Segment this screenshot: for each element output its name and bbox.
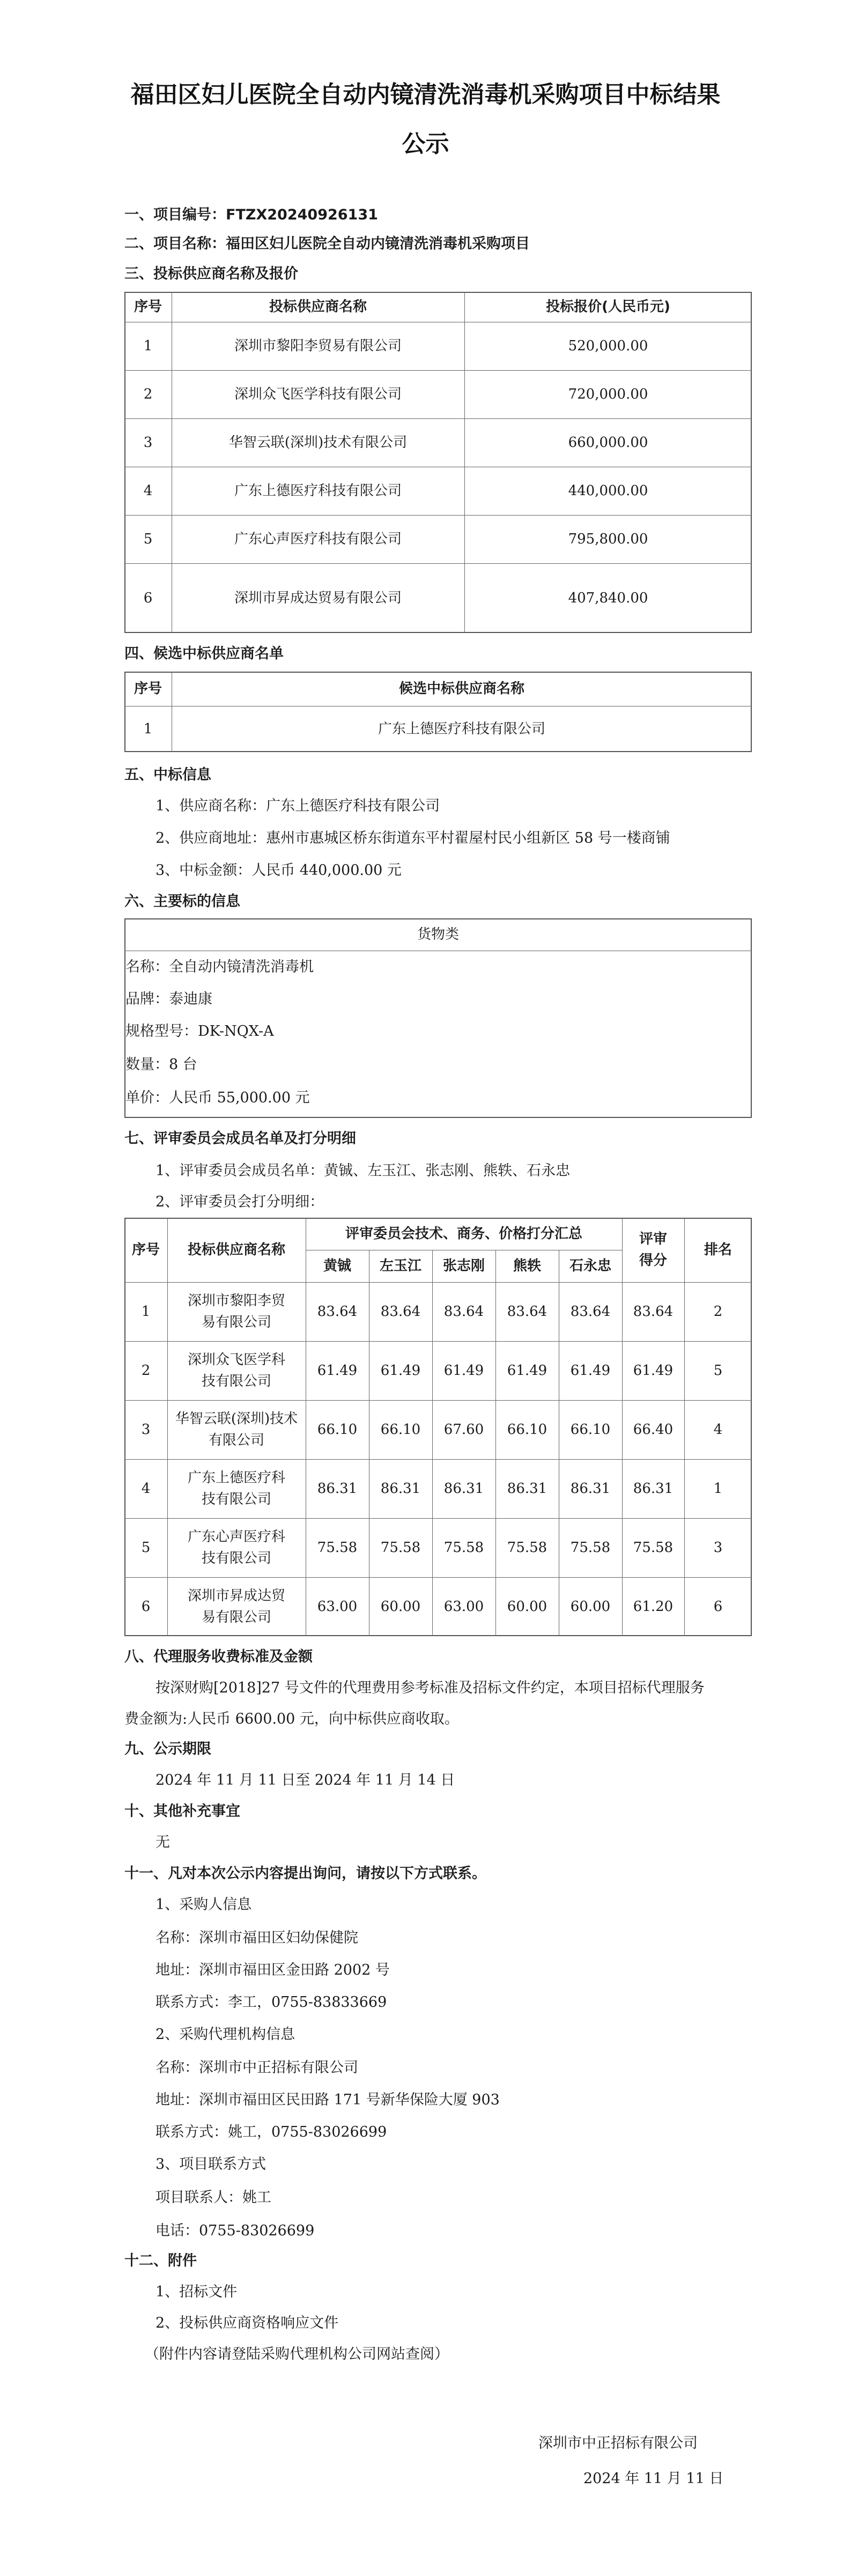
scores-row-no: 1 xyxy=(141,1303,151,1320)
section-other-heading: 十、其他补充事宜 xyxy=(124,1803,240,1820)
scores-row-score: 66.10 xyxy=(507,1421,547,1438)
other-text: 无 xyxy=(156,1834,170,1851)
bids-row-supplier: 广东上德医疗科技有限公司 xyxy=(234,482,402,499)
section-attachments-heading: 十二、附件 xyxy=(124,2253,197,2269)
winner-amount: 3、中标金额：人民币 440,000.00 元 xyxy=(156,862,402,879)
scores-header-rank: 排名 xyxy=(704,1241,732,1258)
goods-model: 规格型号：DK-NQX-A xyxy=(125,1023,274,1040)
bids-row-no: 6 xyxy=(143,590,153,606)
scores-row-total: 61.49 xyxy=(633,1362,674,1379)
bids-header-supplier: 投标供应商名称 xyxy=(269,298,367,315)
scores-row-no: 6 xyxy=(141,1598,151,1615)
candidates-header-name: 候选中标供应商名称 xyxy=(398,680,524,697)
scores-row-score: 83.64 xyxy=(570,1303,611,1320)
bids-row-price: 440,000.00 xyxy=(568,482,648,499)
bids-row-supplier: 深圳市黎阳李贸易有限公司 xyxy=(234,337,402,354)
goods-table-header: 货物类 xyxy=(417,926,459,943)
scores-row-no: 5 xyxy=(141,1539,151,1556)
agency-fee-text-1: 按深财购[2018]27 号文件的代理费用参考标准及招标文件约定，本项目招标代理服务 xyxy=(156,1680,705,1696)
bids-header-price: 投标报价(人民币元) xyxy=(546,298,670,315)
scores-row-score: 86.31 xyxy=(507,1480,547,1497)
page-title: 福田区妇儿医院全自动内镜清洗消毒机采购项目中标结果 xyxy=(130,81,721,108)
scores-row-total: 83.64 xyxy=(633,1303,674,1320)
bids-row-supplier: 华智云联(深圳)技术有限公司 xyxy=(228,434,408,451)
scores-row-supplier: 深圳众飞医学科技有限公司 xyxy=(187,1351,285,1389)
scores-row-score: 61.49 xyxy=(570,1362,611,1379)
winner-address: 2、供应商地址：惠州市惠城区桥东街道东平村翟屋村民小组新区 58 号一楼商铺 xyxy=(156,830,670,847)
scores-row-score: 66.10 xyxy=(380,1421,421,1438)
section-contact-heading: 十一、凡对本次公示内容提出询问，请按以下方式联系。 xyxy=(124,1865,486,1882)
purchaser-address: 地址：深圳市福田区金田路 2002 号 xyxy=(156,1962,390,1978)
scores-row-score: 61.49 xyxy=(380,1362,421,1379)
bids-row-supplier: 深圳市昇成达贸易有限公司 xyxy=(234,590,402,606)
goods-qty: 数量：8 台 xyxy=(125,1056,197,1073)
bids-row-no: 5 xyxy=(143,531,153,547)
bids-row-no: 2 xyxy=(143,386,153,402)
scores-row-score: 60.00 xyxy=(380,1598,421,1615)
scores-header-no: 序号 xyxy=(131,1241,160,1258)
scores-header-judge: 黄铖 xyxy=(323,1257,351,1274)
bids-row-no: 3 xyxy=(143,434,153,451)
scores-row-rank: 4 xyxy=(713,1421,723,1438)
scores-row-total: 86.31 xyxy=(633,1480,674,1497)
scores-row-rank: 2 xyxy=(713,1303,723,1320)
scores-row-score: 60.00 xyxy=(507,1598,547,1615)
scores-header-supplier: 投标供应商名称 xyxy=(187,1241,285,1258)
goods-name: 名称：全自动内镜清洗消毒机 xyxy=(125,959,314,975)
scores-row-score: 66.10 xyxy=(317,1421,358,1438)
scores-row-supplier: 广东上德医疗科技有限公司 xyxy=(187,1469,285,1507)
scores-row-supplier: 华智云联(深圳)技术有限公司 xyxy=(175,1410,298,1448)
scores-row-score: 63.00 xyxy=(443,1598,484,1615)
scores-header-judge: 左玉江 xyxy=(379,1257,421,1274)
scores-row-score: 61.49 xyxy=(507,1362,547,1379)
scores-row-score: 61.49 xyxy=(317,1362,358,1379)
attachment-item-1: 1、招标文件 xyxy=(156,2284,238,2300)
scores-row-score: 86.31 xyxy=(570,1480,611,1497)
section-winner-heading: 五、中标信息 xyxy=(124,767,211,783)
scores-header-judge: 熊轶 xyxy=(513,1257,541,1274)
scores-row-score: 83.64 xyxy=(507,1303,547,1320)
bids-row-price: 520,000.00 xyxy=(568,337,648,354)
scores-row-score: 86.31 xyxy=(443,1480,484,1497)
project-contact-phone: 电话：0755-83026699 xyxy=(156,2222,315,2239)
scores-row-score: 75.58 xyxy=(443,1539,484,1556)
candidates-row-name: 广东上德医疗科技有限公司 xyxy=(378,720,545,737)
project-contact-title: 3、项目联系方式 xyxy=(156,2156,267,2173)
scores-row-score: 83.64 xyxy=(443,1303,484,1320)
scores-row-supplier: 广东心声医疗科技有限公司 xyxy=(187,1528,285,1566)
scores-row-score: 67.60 xyxy=(443,1421,484,1438)
bids-row-price: 407,840.00 xyxy=(568,590,648,606)
goods-unit-price: 单价：人民币 55,000.00 元 xyxy=(125,1090,310,1106)
period-text: 2024 年 11 月 11 日至 2024 年 11 月 14 日 xyxy=(156,1772,455,1789)
scores-header-total: 评审得分 xyxy=(639,1231,667,1269)
goods-brand: 品牌：泰迪康 xyxy=(125,991,212,1007)
signature-date: 2024 年 11 月 11 日 xyxy=(583,2470,724,2487)
scores-row-score: 61.49 xyxy=(443,1362,484,1379)
purchaser-phone: 联系方式：李工，0755-83833669 xyxy=(156,1994,387,2011)
scores-row-no: 2 xyxy=(141,1362,151,1379)
section-goods-heading: 六、主要标的信息 xyxy=(124,893,240,910)
project-name: 二、项目名称：福田区妇儿医院全自动内镜清洗消毒机采购项目 xyxy=(124,235,530,252)
scores-row-score: 86.31 xyxy=(317,1480,358,1497)
scores-row-rank: 3 xyxy=(713,1539,723,1556)
scores-row-score: 83.64 xyxy=(317,1303,358,1320)
scores-row-total: 66.40 xyxy=(633,1421,674,1438)
scores-row-supplier: 深圳市黎阳李贸易有限公司 xyxy=(187,1292,285,1330)
scores-row-score: 66.10 xyxy=(570,1421,611,1438)
bids-row-supplier: 广东心声医疗科技有限公司 xyxy=(234,531,402,547)
agency-fee-text-2: 费金额为:人民币 6600.00 元，向中标供应商收取。 xyxy=(124,1711,459,1727)
agency-address: 地址：深圳市福田区民田路 171 号新华保险大厦 903 xyxy=(156,2092,500,2108)
scores-row-score: 60.00 xyxy=(570,1598,611,1615)
section-agency-fee-heading: 八、代理服务收费标准及金额 xyxy=(124,1648,313,1665)
scores-row-no: 4 xyxy=(141,1480,151,1497)
scores-row-score: 75.58 xyxy=(380,1539,421,1556)
bids-header-no: 序号 xyxy=(134,298,162,315)
bids-row-no: 1 xyxy=(143,337,153,354)
bids-row-supplier: 深圳众飞医学科技有限公司 xyxy=(234,386,402,402)
section-candidates-heading: 四、候选中标供应商名单 xyxy=(124,645,284,662)
bids-row-price: 720,000.00 xyxy=(568,386,648,402)
scores-row-score: 83.64 xyxy=(380,1303,421,1320)
scores-header-judge: 张志刚 xyxy=(442,1257,485,1274)
bids-row-price: 795,800.00 xyxy=(568,531,648,547)
page-title-line2: 公示 xyxy=(402,130,449,158)
bids-row-price: 660,000.00 xyxy=(568,434,648,451)
scores-header-judge: 石永忠 xyxy=(569,1257,611,1274)
scores-row-score: 86.31 xyxy=(380,1480,421,1497)
attachment-item-2: 2、投标供应商资格响应文件 xyxy=(156,2315,339,2331)
project-number: 一、项目编号：FTZX20240926131 xyxy=(124,207,378,223)
candidates-row-no: 1 xyxy=(143,720,153,737)
agency-title: 2、采购代理机构信息 xyxy=(156,2026,295,2043)
scores-row-rank: 6 xyxy=(713,1598,723,1615)
review-scores-intro: 2、评审委员会打分明细： xyxy=(156,1194,324,1210)
scores-row-score: 63.00 xyxy=(317,1598,358,1615)
section-review-heading: 七、评审委员会成员名单及打分明细 xyxy=(124,1130,356,1147)
candidates-header-no: 序号 xyxy=(134,680,162,697)
scores-row-total: 61.20 xyxy=(633,1598,674,1615)
project-contact-person: 项目联系人：姚工 xyxy=(156,2189,271,2206)
scores-row-rank: 5 xyxy=(713,1362,723,1379)
section-bids-heading: 三、投标供应商名称及报价 xyxy=(124,266,298,282)
scores-row-total: 75.58 xyxy=(633,1539,674,1556)
winner-supplier: 1、供应商名称：广东上德医疗科技有限公司 xyxy=(156,798,440,814)
scores-row-score: 75.58 xyxy=(507,1539,547,1556)
bids-row-no: 4 xyxy=(143,482,153,499)
agency-name: 名称：深圳市中正招标有限公司 xyxy=(156,2059,358,2076)
agency-phone: 联系方式：姚工，0755-83026699 xyxy=(156,2124,387,2140)
purchaser-title: 1、采购人信息 xyxy=(156,1896,252,1913)
scores-header-group: 评审委员会技术、商务、价格打分汇总 xyxy=(345,1225,582,1242)
scores-row-score: 75.58 xyxy=(317,1539,358,1556)
scores-row-score: 75.58 xyxy=(570,1539,611,1556)
section-period-heading: 九、公示期限 xyxy=(124,1741,211,1757)
scores-row-supplier: 深圳市昇成达贸易有限公司 xyxy=(187,1587,285,1625)
attachments-note: （附件内容请登陆采购代理机构公司网站查阅） xyxy=(145,2346,449,2362)
review-members: 1、评审委员会成员名单：黄铖、左玉江、张志刚、熊轶、石永忠 xyxy=(156,1162,571,1179)
scores-row-rank: 1 xyxy=(713,1480,723,1497)
scores-row-no: 3 xyxy=(141,1421,151,1438)
signature-org: 深圳市中正招标有限公司 xyxy=(538,2435,698,2452)
purchaser-name: 名称：深圳市福田区妇幼保健院 xyxy=(156,1930,358,1946)
